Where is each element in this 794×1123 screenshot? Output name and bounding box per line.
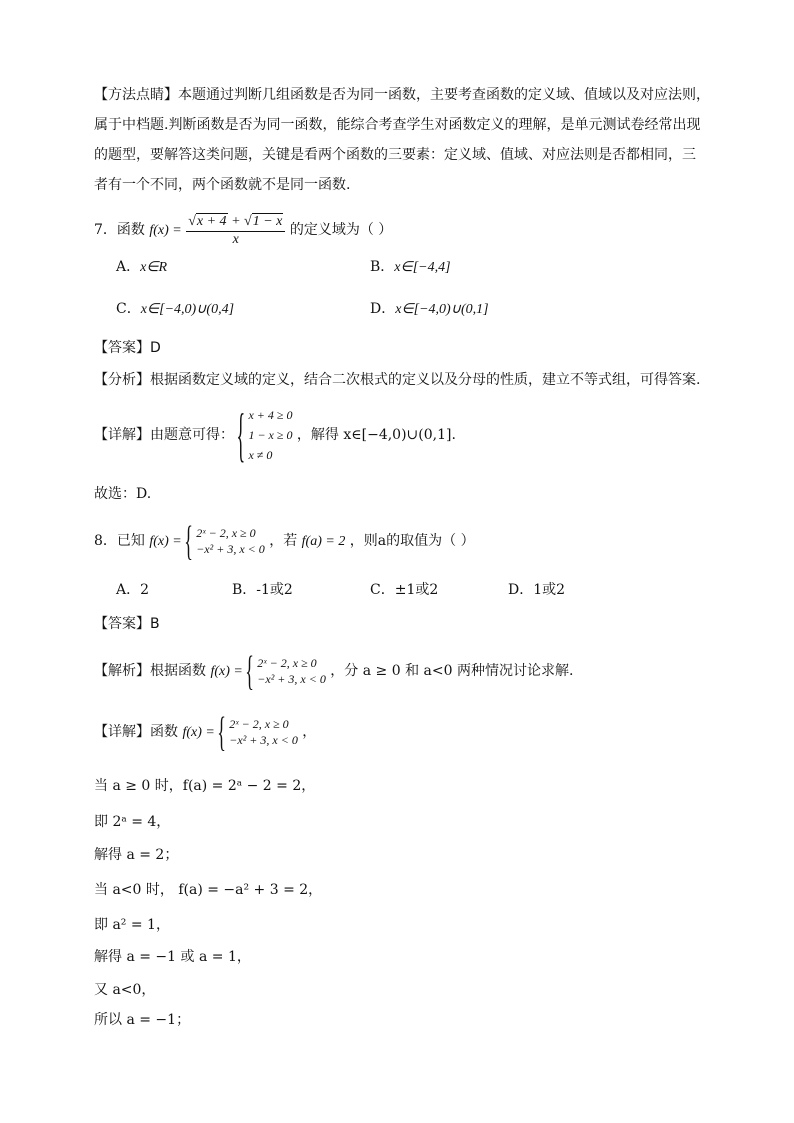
q8-analysis-piecewise xyxy=(245,647,326,694)
q8-suffix: ，则a的取值为（ ） xyxy=(349,533,475,549)
q8-detail-tag: 【详解】 xyxy=(94,724,150,740)
q8-stem xyxy=(94,517,475,564)
q7-detail-text: 由题意可得： xyxy=(150,427,234,443)
q7-case-2: 1 − x ≥ 0 xyxy=(248,428,293,442)
q8-step-5: 即 a² = 1， xyxy=(94,917,170,933)
method-line-2: 属于中档题.判断函数是否为同一函数，能综合考查学生对函数定义的理解，是单元测试卷经常出现 xyxy=(94,117,701,133)
q8-analysis-pre: 根据函数 xyxy=(150,663,206,679)
q8-analysis-case-1: 2ˣ − 2, x ≥ 0 xyxy=(257,656,317,670)
q8-case-2: −x² + 3, x < 0 xyxy=(196,542,265,556)
q8-step-4: 当 a<0 时， f(a) = −a² + 3 = 2， xyxy=(94,882,323,898)
q8-analysis xyxy=(94,647,574,694)
q8-detail-post: ， xyxy=(302,724,317,740)
q7-analysis-tag: 【分析】 xyxy=(94,372,150,388)
q8-option-c xyxy=(370,580,438,600)
method-line-4: 者有一个不同，两个函数就不是同一函数. xyxy=(94,177,351,193)
q7-answer: 【答案】D xyxy=(94,340,161,356)
q8-detail xyxy=(94,708,317,755)
q8-case-1: 2ˣ − 2, x ≥ 0 xyxy=(196,526,256,540)
q8-fx: f(x) = xyxy=(149,534,182,549)
q8-answer: 【答案】B xyxy=(94,616,160,632)
brace-icon: { xyxy=(184,517,193,564)
option-text: x∈[−4,0)∪(0,1] xyxy=(395,302,489,317)
brace-icon: { xyxy=(217,708,226,755)
q8-step-8: 所以 a = −1； xyxy=(94,1012,191,1028)
q8-step-2: 即 2ᵃ = 4， xyxy=(94,814,171,830)
q7-numerator: √x + 4 + √1 − x xyxy=(186,213,285,232)
q7-option-b xyxy=(370,257,451,278)
q7-choice: 故选：D. xyxy=(94,486,152,502)
q8-option-d xyxy=(508,580,565,600)
q8-step-1: 当 a ≥ 0 时，f(a) = 2ᵃ − 2 = 2， xyxy=(94,778,316,794)
q7-detail xyxy=(94,401,456,468)
q7-stem xyxy=(94,212,392,249)
q8-analysis-post: ，分 a ≥ 0 和 a<0 两种情况讨论求解. xyxy=(330,663,574,679)
q8-detail-piecewise xyxy=(217,708,298,755)
q8-cond: f(a) = 2 xyxy=(301,534,346,549)
q8-detail-case-1: 2ˣ − 2, x ≥ 0 xyxy=(229,717,289,731)
option-text: x∈R xyxy=(140,260,168,275)
q8-detail-fx: f(x) = xyxy=(182,725,215,740)
option-text: ±1或2 xyxy=(394,582,439,598)
option-label: A． xyxy=(116,259,141,275)
q8-mid: ，若 xyxy=(269,533,298,549)
q8-option-b xyxy=(232,580,293,600)
q7-option-d xyxy=(370,299,489,320)
option-label: C． xyxy=(370,582,395,598)
q8-detail-pre: 函数 xyxy=(150,724,178,740)
method-line-3: 的题型，要解答这类问题，关键是看两个函数的三要素：定义域、值域、对应法则是否都相同，三 xyxy=(94,147,696,163)
q7-suffix: 的定义域为（ ） xyxy=(289,222,393,238)
q8-step-7: 又 a<0， xyxy=(94,982,156,998)
q7-inequality-system xyxy=(236,401,293,468)
option-label: C． xyxy=(116,301,141,317)
q7-analysis-text: 根据函数定义域的定义，结合二次根式的定义以及分母的性质，建立不等式组，可得答案. xyxy=(150,372,701,388)
method-line-1: 【方法点睛】本题通过判断几组函数是否为同一函数，主要考查函数的定义域、值域以及对应法则， xyxy=(94,87,710,103)
option-text: -1或2 xyxy=(256,582,293,598)
option-label: A． xyxy=(116,582,141,598)
q7-denominator: x xyxy=(232,231,239,247)
option-label: D． xyxy=(370,301,396,317)
q7-fraction xyxy=(186,213,285,248)
q7-prefix: 7．函数 xyxy=(94,222,145,238)
q8-piecewise xyxy=(184,517,265,564)
q8-analysis-case-2: −x² + 3, x < 0 xyxy=(257,672,326,686)
q7-option-c xyxy=(116,299,234,320)
option-text: 1或2 xyxy=(533,582,566,598)
q7-detail-result: ，解得 x∈[−4,0)∪(0,1]. xyxy=(296,427,456,443)
option-label: D． xyxy=(508,582,534,598)
q8-step-3: 解得 a = 2； xyxy=(94,847,179,863)
q7-detail-tag: 【详解】 xyxy=(94,427,150,443)
option-text: x∈[−4,4] xyxy=(394,260,451,275)
q8-analysis-tag: 【解析】 xyxy=(94,663,150,679)
q8-analysis-fx: f(x) = xyxy=(210,664,243,679)
q7-analysis xyxy=(94,370,700,390)
q7-case-3: x ≠ 0 xyxy=(248,448,273,462)
option-text: 2 xyxy=(140,582,150,598)
q7-sqrt-2: 1 − x xyxy=(252,213,283,229)
q8-step-6: 解得 a = −1 或 a = 1， xyxy=(94,949,251,965)
brace-icon: { xyxy=(236,401,246,468)
option-label: B． xyxy=(370,259,395,275)
q8-option-a xyxy=(116,580,149,600)
q7-fx: f(x) = xyxy=(149,223,182,238)
q7-option-a xyxy=(116,257,167,278)
q7-sqrt-1: x + 4 xyxy=(196,213,227,229)
option-text: x∈[−4,0)∪(0,4] xyxy=(140,302,235,317)
q7-case-1: x + 4 ≥ 0 xyxy=(248,408,293,422)
q7-plus: + xyxy=(231,213,241,229)
q8-detail-case-2: −x² + 3, x < 0 xyxy=(229,733,298,747)
q8-prefix: 8．已知 xyxy=(94,533,145,549)
brace-icon: { xyxy=(245,647,254,694)
option-label: B． xyxy=(232,582,257,598)
